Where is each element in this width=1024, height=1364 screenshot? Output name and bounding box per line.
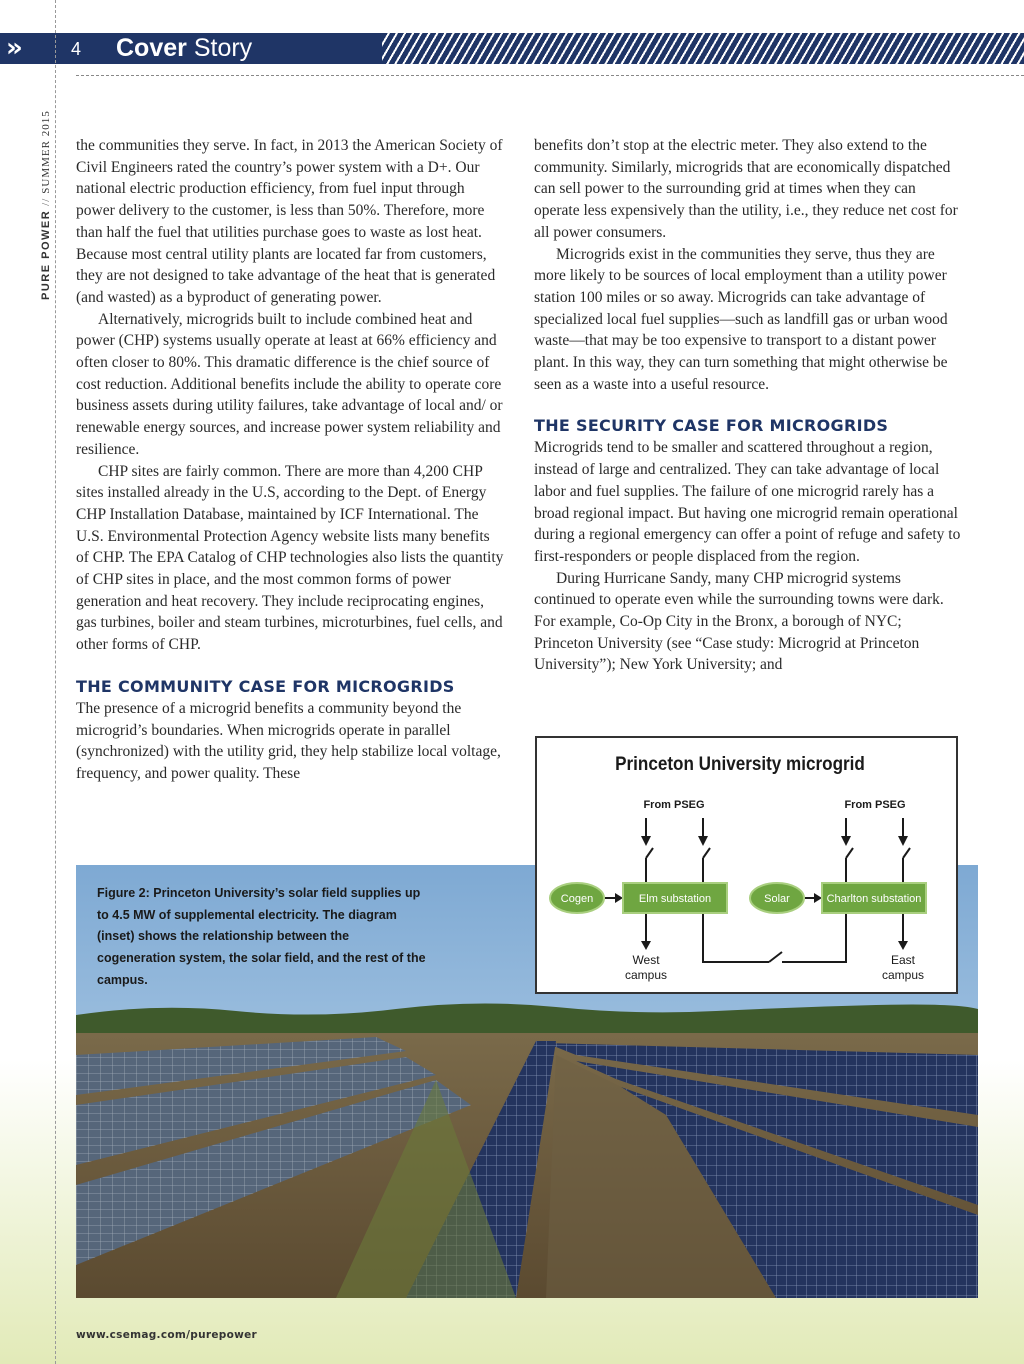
header-hatch-decoration <box>382 33 1024 64</box>
spine-issue: SUMMER 2015 <box>40 110 52 194</box>
from-pseg-right: From PSEG <box>844 799 906 811</box>
from-pseg-left: From PSEG <box>643 799 705 811</box>
left-paragraph-1: the communities they serve. In fact, in 2013 the American Society of Civil Engineers rated the country’s power system with a D+. Our national electric production efficiency, from fuel input through power delivery to the customer, is less than 50%. Therefore, more than half the fuel that utilities purchase goes to waste as lost heat. Because most central utility plants are located far from customers, they are not designed to take advantage of the heat that is generated (and wasted) as a byproduct of generating power. <box>76 137 503 306</box>
section-title-light: Story <box>193 34 253 62</box>
charlton-substation-label: Charlton substation <box>826 893 922 905</box>
left-paragraph-3: CHP sites are fairly common. There are more than 4,200 CHP sites installed already in the U.S, according to the Dept. of Energy CHP Installation Database, maintained by ICF International. The U.S. Environmental Protection Agency website lists many benefits of CHP. The EPA Catalog of CHP technologies also lists the quantity of CHP sites in place, and the most common forms of power generation and heat recovery. They include reciprocating engines, gas turbines, boiler and steam turbines, microturbines, fuel cells, and other forms of CHP. <box>76 462 504 654</box>
community-case-heading: THE COMMUNITY CASE FOR MICROGRIDS <box>76 676 455 696</box>
east-campus-label-2: campus <box>881 968 925 982</box>
security-case-heading: THE SECURITY CASE FOR MICROGRIDS <box>534 416 889 436</box>
west-campus-label-1: West <box>632 953 660 967</box>
diagram-title: Princeton University microgrid <box>615 753 865 775</box>
right-paragraph-2: Microgrids exist in the communities they serve, thus they are more likely to be sources of local employment than a utility power station 100 miles or so away. Microgrids can take advantage of specialized local fuel supplies—such as landfill gas or urban wood waste—that may be too expensive to transport to a distant power plant. In this way, they can turn something that might otherwise be seen as a waste into a useful resource. <box>534 245 948 393</box>
spine-label <box>30 80 50 300</box>
header-dashed-rule <box>76 75 1024 76</box>
spine-publication: PURE POWER <box>40 209 52 300</box>
spine-separator: // <box>40 197 52 206</box>
footer-url[interactable]: www.csemag.com/purepower <box>76 1329 257 1341</box>
microgrid-diagram <box>535 736 958 994</box>
right-column <box>534 135 962 676</box>
left-paragraph-2: Alternatively, microgrids built to include combined heat and power (CHP) systems usually operate at least at 66% efficiency and often closer to 80%. This dramatic difference is the chief source of cost reduction. Additional benefits include the ability to operate core business assets during utility failures, take advantage of local and/ or renewable energy sources, and increase power system reliability and resilience. <box>76 310 503 458</box>
right-paragraph-1: benefits don’t stop at the electric meter. They also extend to the community. Similarly, microgrids that are economically dispatched can sell power to the surrounding grid at times when they can operate less expensively than the utility, i.e., they reduce net cost for all power consumers. <box>534 137 958 241</box>
section-title <box>116 34 252 62</box>
cogen-label: Cogen <box>560 893 594 905</box>
solar-label: Solar <box>764 893 790 905</box>
right-paragraph-3: Microgrids tend to be smaller and scattered throughout a region, instead of large and centralized. They can take advantage of local labor and fuel supplies. The failure of one microgrid rarely has a broad regional impact. But having one microgrid remain operational during a regional emergency can offer a point of refuge and safety to first-responders or people displaced from the region. <box>534 439 961 565</box>
east-campus-label-1: East <box>890 953 916 967</box>
chevron-icon: » <box>6 33 17 63</box>
west-campus-label-2: campus <box>624 968 668 982</box>
left-column <box>76 135 504 785</box>
elm-substation-label: Elm substation <box>638 893 712 905</box>
margin-dashed-rule <box>55 0 56 1364</box>
page-number: 4 <box>71 39 82 59</box>
page-header <box>0 33 1024 64</box>
section-title-bold: Cover <box>116 34 187 62</box>
right-paragraph-4: During Hurricane Sandy, many CHP microgrid systems continued to operate even while the surrounding towns were dark. For example, Co-Op City in the Bronx, a borough of NYC; Princeton University (see “Case study: Microgrid at Princeton University”); New York University; and <box>534 569 944 674</box>
left-paragraph-4: The presence of a microgrid benefits a community beyond the microgrid’s boundaries. When microgrids operate in parallel (synchronized) with the utility grid, they help stabilize local voltage, frequency, and power quality. These <box>76 699 501 782</box>
figure-caption: Figure 2: Princeton University’s solar field supplies up to 4.5 MW of supplemental electricity. The diagram (inset) shows the relationship between the cogeneration system, the solar field, and the rest of the campus. <box>97 886 426 987</box>
